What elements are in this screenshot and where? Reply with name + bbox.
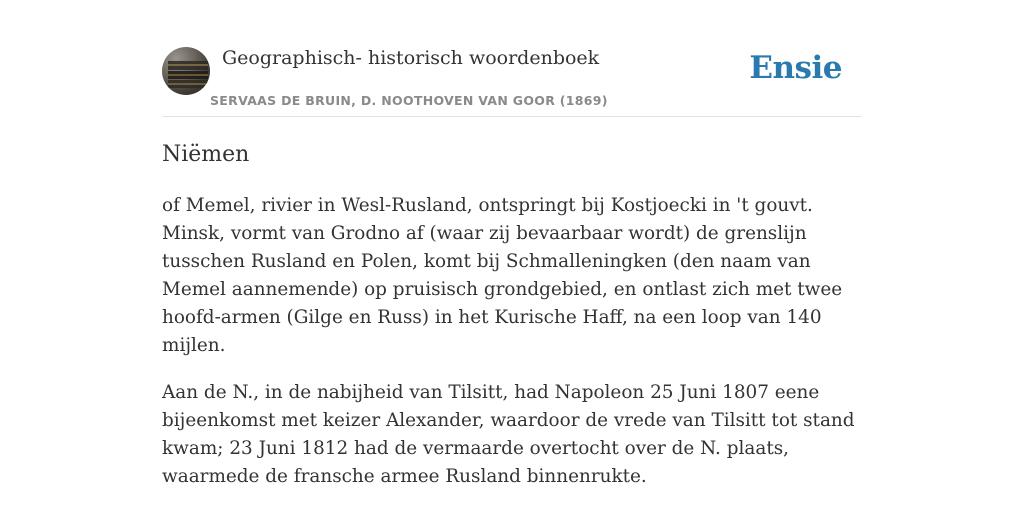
book-spines-icon xyxy=(162,47,210,95)
entry-paragraph: of Memel, rivier in Wesl-Rusland, ontspringt bij Kostjoecki in 't gouvt. Minsk, vormt van Grodno af (waar zij bevaarbaar wordt) de grenslijn tusschen Rusland en Polen, komt bij Schmalleningken (den naam van Memel aannemende) op pruisisch grondgebied, en ontlast zich met twee hoofd-armen (Gilge en Russ) in het Kurische Haff, na een loop van 140 mijlen. xyxy=(162,195,843,356)
entry-content xyxy=(162,192,862,510)
book-title[interactable]: Geographisch- historisch woordenboek xyxy=(222,47,600,69)
ensie-logo-link[interactable]: Ensie xyxy=(749,50,842,86)
book-cover-avatar[interactable] xyxy=(162,47,210,95)
entry-paragraph: Aan de N., in de nabijheid van Tilsitt, had Napoleon 25 Juni 1807 eene bijeenkomst met keizer Alexander, waardoor de vrede van Tilsitt tot stand kwam; 23 Juni 1812 had de vermaarde overtocht over de N. plaats, waarmede de fransche armee Rusland binnenrukte. xyxy=(162,382,855,487)
entry-title: Niëmen xyxy=(162,142,250,167)
book-author: SERVAAS DE BRUIN, D. NOOTHOVEN VAN GOOR (1869) xyxy=(210,93,608,108)
book-header xyxy=(162,46,862,117)
